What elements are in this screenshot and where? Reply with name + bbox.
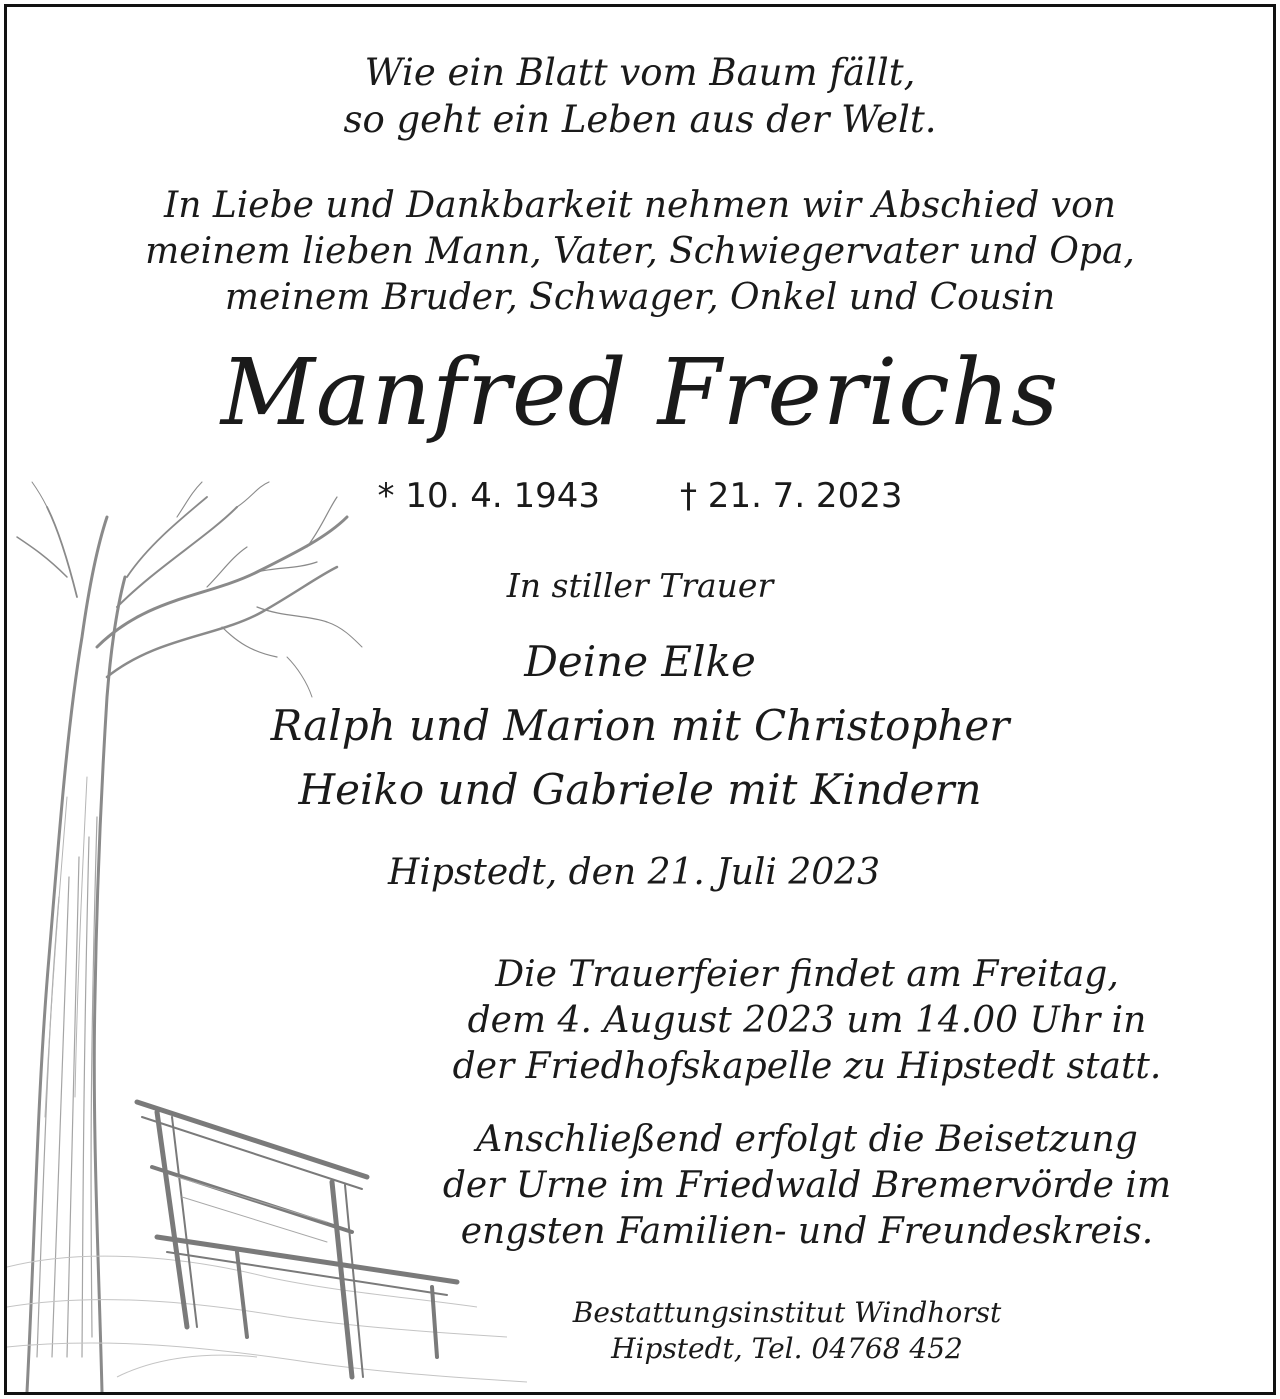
mourner-line: Deine Elke [524,637,756,686]
mourners-list [7,630,1273,822]
mourner-line: Heiko und Gabriele mit Kindern [298,765,982,814]
intro-line: In Liebe und Dankbarkeit nehmen wir Abschied von [164,185,1116,226]
ceremony-line: der Friedhofskapelle zu Hipstedt statt. [452,1046,1162,1087]
death-date: † 21. 7. 2023 [680,476,903,516]
burial-notice [412,1117,1202,1255]
verse [7,49,1273,143]
place-and-date: Hipstedt, den 21. Juli 2023 [388,852,880,893]
undertaker-info [527,1295,1047,1367]
burial-line: der Urne im Friedwald Bremervörde im [442,1165,1172,1206]
ceremony-line: Die Trauerfeier findet am Freitag, [495,954,1119,995]
mourner-line: Ralph und Marion mit Christopher [270,701,1010,750]
ground-sketch [7,1256,527,1382]
burial-line: engsten Familien- und Freundeskreis. [460,1211,1154,1252]
undertaker-contact: Hipstedt, Tel. 04768 452 [611,1332,963,1365]
burial-line: Anschließend erfolgt die Beisetzung [476,1119,1138,1160]
verse-line: so geht ein Leben aus der Welt. [343,98,937,141]
mourning-label: In stiller Trauer [506,566,774,605]
life-dates [7,476,1273,516]
intro-line: meinem Bruder, Schwager, Onkel und Cousin [224,277,1056,318]
intro-line: meinem lieben Mann, Vater, Schwiegervater und Opa, [145,231,1135,272]
deceased-name: Manfred Frerichs [220,339,1060,446]
birth-date: * 10. 4. 1943 [377,476,600,516]
verse-line: Wie ein Blatt vom Baum fällt, [364,51,916,94]
undertaker-name: Bestattungsinstitut Windhorst [572,1296,1002,1329]
bench-sketch [137,1102,457,1377]
ceremony-notice [412,952,1202,1090]
obituary-frame [4,4,1276,1395]
ceremony-line: dem 4. August 2023 um 14.00 Uhr in [467,1000,1147,1041]
farewell-intro [7,183,1273,321]
